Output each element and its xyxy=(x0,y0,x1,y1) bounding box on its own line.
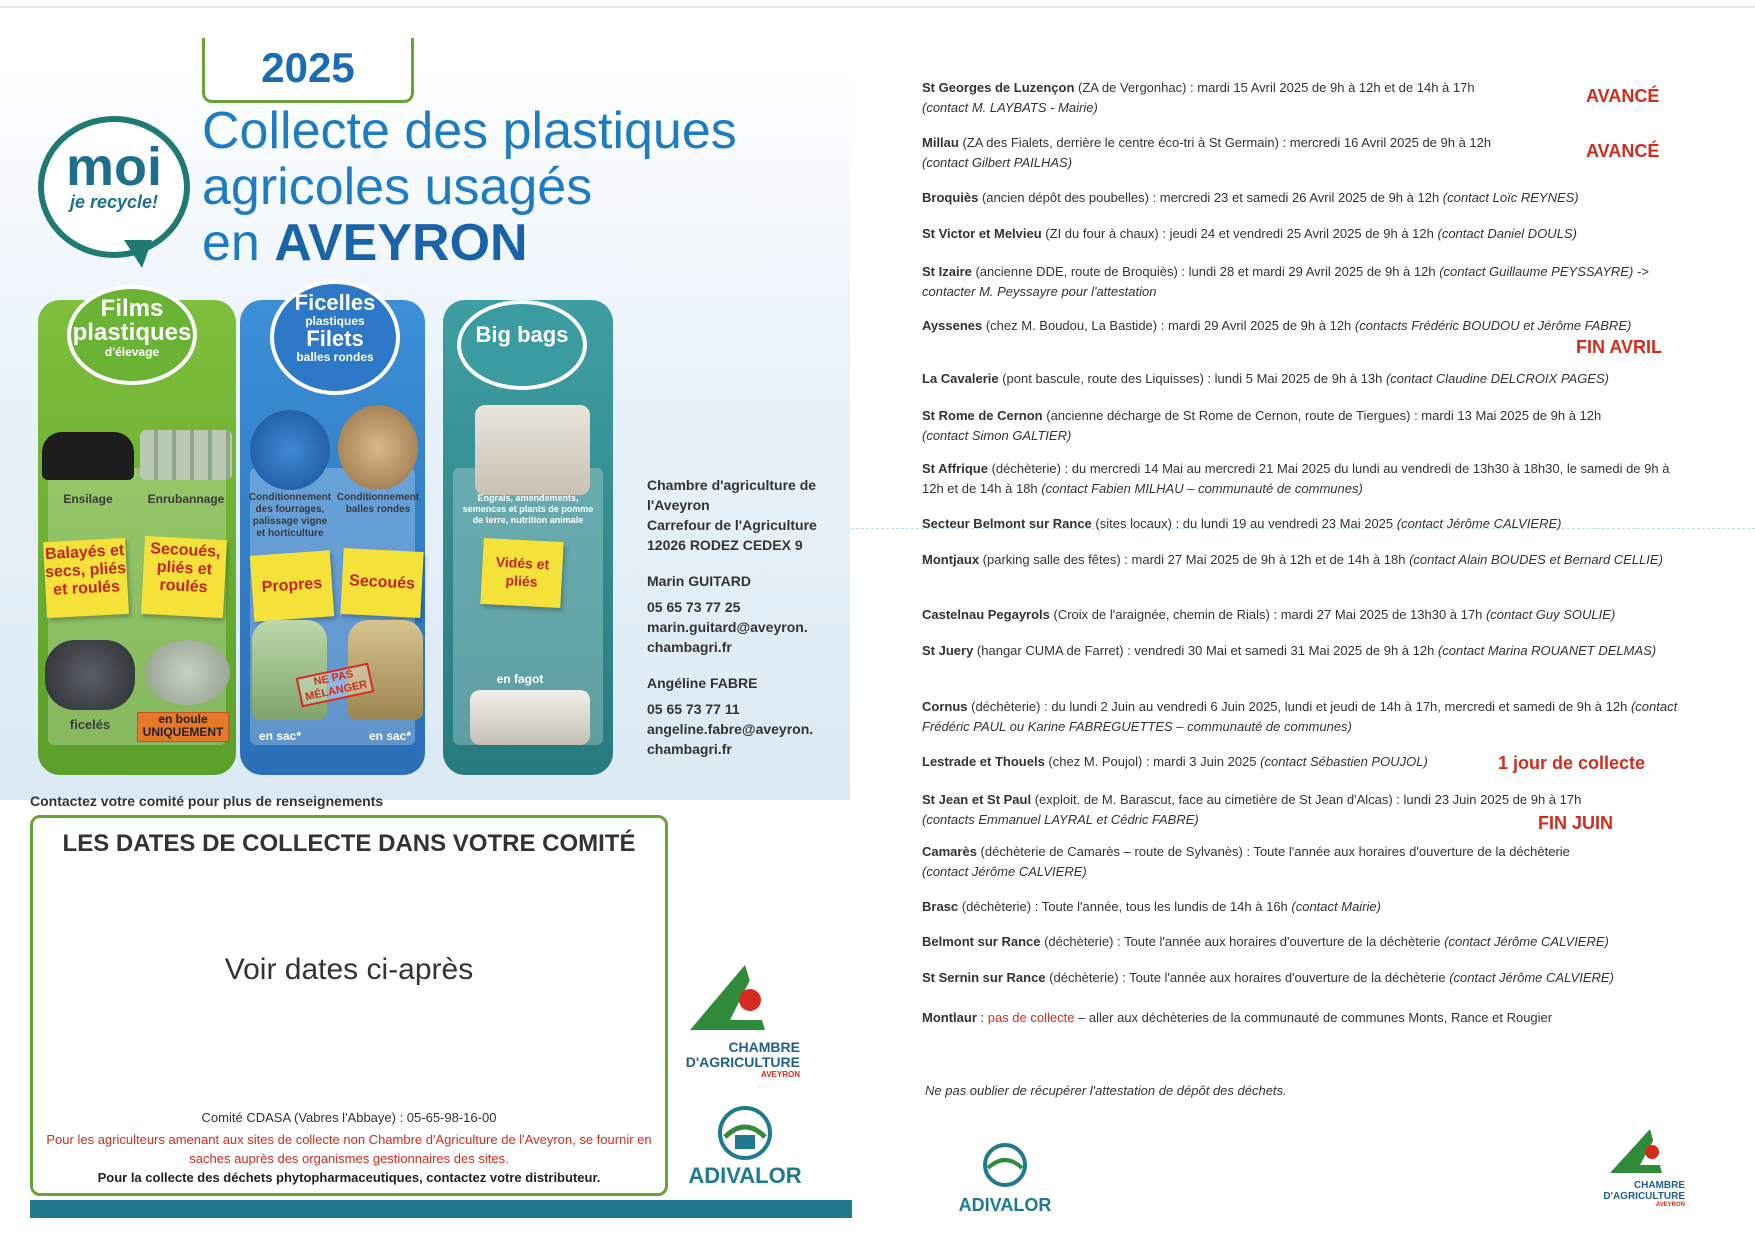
fourrages-photo xyxy=(250,410,330,490)
entry-location: Camarès xyxy=(922,844,977,859)
ficelles-line1: Ficelles xyxy=(294,290,376,315)
entry-contact: (contact Alain BOUDES et Bernard CELLIE) xyxy=(1409,552,1663,567)
contact-2-phone: 05 65 73 77 11 xyxy=(647,701,740,717)
je-recycle-text: je recycle! xyxy=(69,192,159,212)
bottom-bar xyxy=(30,1200,852,1218)
engrais-label: Engrais, amendements, semences et plants de pomme de terre, nutrition animale xyxy=(462,493,594,525)
adivalor-text: ADIVALOR xyxy=(688,1163,802,1188)
entry-contact: (contact Loïc REYNES) xyxy=(1442,190,1579,205)
title-line-1: Collecte des plastiques xyxy=(202,102,737,160)
entry-details: (sites locaux) : du lundi 19 au vendredi 23 Mai 2025 xyxy=(1091,516,1397,531)
entry-details: (pont bascule, route des Liquisses) : lundi 5 Mai 2025 de 9h à 13h xyxy=(998,371,1386,386)
en-sac-label-2: en sac* xyxy=(368,729,412,743)
entry-details: (déchèterie) : Toute l'année aux horaires d'ouverture de la déchèterie xyxy=(1040,934,1445,949)
contact-1-phone: 05 65 73 77 25 xyxy=(647,599,741,615)
entry-details: (parking salle des fêtes) : mardi 27 Mai 2025 de 9h à 12h et de 14h à 18h xyxy=(979,552,1410,567)
red-note: Pour les agriculteurs amenant aux sites de collecte non Chambre d'Agriculture de l'Aveyron, se fournir en saches auprès des organismes gestionnaires des sites. xyxy=(46,1132,652,1166)
entry-contact: (contacts Emmanuel LAYRAL et Cédric FABRE) xyxy=(922,812,1199,827)
entry-contact: (contact Marina ROUANET DELMAS) xyxy=(1437,643,1657,658)
entry-location: Cornus xyxy=(922,699,968,714)
films-bubble xyxy=(67,285,197,385)
entry-details: (ancienne DDE, route de Broquiès) : lundi 28 et mardi 29 Avril 2025 de 9h à 12h xyxy=(971,264,1440,279)
entry-montlaur xyxy=(922,1008,1692,1028)
right-chambre-icon xyxy=(1600,1125,1685,1175)
entry-details: (déchèterie) : Toute l'année, tous les lundis de 14h à 16h xyxy=(958,899,1292,914)
dates-title: LES DATES DE COLLECTE DANS VOTRE COMITÉ xyxy=(62,830,636,857)
entry-contact: (contact Jérôme CALVIERE) xyxy=(1396,516,1562,531)
entry-contact: (contact M. LAYBATS - Mairie) xyxy=(922,100,1098,115)
collection-entry xyxy=(922,550,1692,570)
entry-location: Lestrade et Thouels xyxy=(922,754,1045,769)
enrubannage-label: Enrubannage xyxy=(147,492,225,506)
entry-details: (ancien dépôt des poubelles) : mercredi 23 et samedi 26 Avril 2025 de 9h à 12h xyxy=(978,190,1443,205)
addr-line-2: 12026 RODEZ CEDEX 9 xyxy=(647,537,803,553)
entry-contact: (contact Gilbert PAILHAS) xyxy=(922,155,1073,170)
collection-entry xyxy=(922,188,1692,208)
entry-location: Castelnau Pegayrols xyxy=(922,607,1050,622)
entry-location: St Affrique xyxy=(922,461,988,476)
entry-location: St Sernin sur Rance xyxy=(922,970,1046,985)
moi-je-recycle-logo xyxy=(38,116,190,258)
entry-contact: (contact Jérôme CALVIERE) xyxy=(922,864,1087,879)
balles-photo xyxy=(338,405,418,490)
title-line-2: agricoles usagés xyxy=(202,158,593,216)
contact-2-mail-2[interactable]: chambagri.fr xyxy=(647,741,732,757)
comite-phone: Comité CDASA (Vabres l'Abbaye) : 05-65-98-16-00 xyxy=(201,1110,497,1125)
cond-fourrages-label: Conditionnement des fourrages, palissage vigne et horticulture xyxy=(248,492,332,539)
entry-location: Montjaux xyxy=(922,552,980,567)
collection-entry xyxy=(922,605,1692,625)
entry-location: Secteur Belmont sur Rance xyxy=(922,516,1092,531)
entry-details: (ZI du four à chaux) : jeudi 24 et vendredi 25 Avril 2025 de 9h à 12h xyxy=(1041,226,1438,241)
montlaur-text: – aller aux déchèteries de la communauté de communes Monts, Rance et Rougier xyxy=(1074,1010,1553,1025)
contact-block xyxy=(647,475,827,759)
bigbags-bubble xyxy=(457,300,587,390)
adivalor-logo xyxy=(665,1105,825,1195)
dates-box xyxy=(30,815,668,1196)
montlaur-sep: : xyxy=(976,1010,988,1025)
ne-pas-melanger-stamp: NE PAS MÉLANGER xyxy=(296,663,375,708)
right-adivalor-text: ADIVALOR xyxy=(958,1195,1052,1215)
chambre-l3: AVEYRON xyxy=(761,1070,800,1079)
flag-fin-avril: FIN AVRIL xyxy=(1576,337,1662,357)
entry-contact: (contact Daniel DOULS) xyxy=(1437,226,1577,241)
collection-entry xyxy=(922,78,1692,118)
entry-details: (ZA des Fialets, derrière le centre éco-tri à St Germain) : mercredi 16 Avril 2025 de 9h à 12h xyxy=(958,135,1492,150)
collection-entry xyxy=(922,316,1692,336)
contact-2-name: Angéline FABRE xyxy=(647,675,758,691)
collection-entry xyxy=(922,932,1692,952)
entry-details: (déchèterie de Camarès – route de Sylvanès) : Toute l'année aux horaires d'ouverture de la déchèterie xyxy=(976,844,1570,859)
left-page xyxy=(0,0,860,1241)
entry-details: (déchèterie) : Toute l'année aux horaires d'ouverture de la déchèterie xyxy=(1045,970,1450,985)
attestation-note: Ne pas oublier de récupérer l'attestation de dépôt des déchets. xyxy=(925,1083,1287,1098)
fagot-photo xyxy=(470,690,590,745)
en-boule-line2: UNIQUEMENT xyxy=(142,725,224,739)
bigbags-photo xyxy=(475,405,590,495)
entry-location: La Cavalerie xyxy=(922,371,999,386)
ficelles-sub1: plastiques xyxy=(305,314,365,328)
montlaur-red: pas de collecte xyxy=(987,1010,1075,1025)
entry-location: St Victor et Melvieu xyxy=(922,226,1042,241)
moi-text: moi xyxy=(65,137,162,197)
title-line-3 xyxy=(202,215,822,271)
ficeles-photo xyxy=(45,640,135,710)
contact-1-name: Marin GUITARD xyxy=(647,573,751,589)
entry-contact: (contact Guy SOULIE) xyxy=(1485,607,1616,622)
right-chambre-l2: D'AGRICULTURE xyxy=(1603,1191,1685,1202)
ficeles-label: ficelés xyxy=(69,717,111,732)
entry-contact: (contact Jérôme CALVIERE) xyxy=(1449,970,1614,985)
collection-entry xyxy=(922,459,1692,499)
postit-vides: Vidés et pliés xyxy=(480,538,563,608)
en-sac-label-1: en sac* xyxy=(258,729,302,743)
collection-entry xyxy=(922,842,1692,882)
films-line1: Films xyxy=(100,295,164,322)
postit-balayes: Balayés et secs, pliés et roulés xyxy=(43,538,129,618)
ficelles-sub2: balles rondes xyxy=(296,350,374,364)
voir-dates: Voir dates ci-après xyxy=(224,953,474,986)
chambre-l2: D'AGRICULTURE xyxy=(685,1054,800,1070)
entry-contact: (contact Claudine DELCROIX PAGES) xyxy=(1385,371,1609,386)
collection-entry xyxy=(922,406,1692,446)
en-boule-tag xyxy=(137,712,229,742)
addr-line-1: Carrefour de l'Agriculture xyxy=(647,517,817,533)
entry-contact: (contact Fabien MILHAU – communauté de communes) xyxy=(1041,481,1363,496)
entry-contact: (contact Jérôme CALVIERE) xyxy=(1444,934,1609,949)
entry-location: Millau xyxy=(922,135,959,150)
enrubannage-photo xyxy=(140,430,232,480)
entry-details: (ancienne décharge de St Rome de Cernon, route de Tiergues) : mardi 13 Mai 2025 de 9h à 12h xyxy=(1042,408,1602,423)
entry-location: St Georges de Luzençon xyxy=(922,80,1075,95)
montlaur-name: Montlaur xyxy=(922,1010,977,1025)
right-chambre-l1: CHAMBRE xyxy=(1633,1180,1685,1191)
chambre-l1: CHAMBRE xyxy=(728,1039,800,1055)
flag-un-jour: 1 jour de collecte xyxy=(1498,753,1646,773)
entry-contact: (contacts Frédéric BOUDOU et Jérôme FABRE) xyxy=(1354,318,1632,333)
en-boule-line1: en boule xyxy=(158,712,208,726)
entry-details: (Croix de l'araignée, chemin de Rials) : mardi 27 Mai 2025 de 13h30 à 17h xyxy=(1049,607,1486,622)
flag-fin-juin: FIN JUIN xyxy=(1538,813,1614,833)
cond-balles-label: Conditionnement balles rondes xyxy=(336,492,420,515)
flag-avance-1: AVANCÉ xyxy=(1586,86,1660,106)
entry-details: (exploit. de M. Barascut, face au cimetière de St Jean d'Alcas) : lundi 23 Juin 2025 de 9h à 17h xyxy=(1031,792,1582,807)
title-line-3-prefix: en xyxy=(202,214,275,272)
entry-location: Belmont sur Rance xyxy=(922,934,1041,949)
collection-entry xyxy=(922,641,1692,661)
bigbags-title: Big bags xyxy=(475,322,569,347)
postit-propres: Propres xyxy=(250,550,334,621)
entry-location: Broquiès xyxy=(922,190,979,205)
entry-details: (hangar CUMA de Farret) : vendredi 30 Mai et samedi 31 Mai 2025 de 9h à 12h xyxy=(973,643,1438,658)
entry-details: (ZA de Vergonhac) : mardi 15 Avril 2025 de 9h à 12h et de 14h à 17h xyxy=(1074,80,1475,95)
right-adivalor-icon xyxy=(940,1140,1070,1190)
entry-location: Ayssenes xyxy=(922,318,983,333)
collection-entry xyxy=(922,262,1692,302)
contact-2-mail-1[interactable]: angeline.fabre@aveyron. xyxy=(647,721,814,737)
right-page xyxy=(880,0,1755,1241)
page-title xyxy=(202,103,822,271)
chambre-logo xyxy=(670,960,800,1080)
collection-entry xyxy=(922,369,1692,389)
postit-secoues-1: Secoués, pliés et roulés xyxy=(141,536,227,618)
title-aveyron: AVEYRON xyxy=(274,214,528,272)
collection-entry xyxy=(922,133,1692,173)
adivalor-logo-icon xyxy=(665,1105,825,1163)
collection-entry xyxy=(922,968,1692,988)
right-chambre-l3: AVEYRON xyxy=(1655,1202,1685,1208)
collection-entry xyxy=(922,697,1692,737)
entry-contact: (contact Sébastien POUJOL) xyxy=(1260,754,1428,769)
collection-entry xyxy=(922,897,1692,917)
entry-details: (chez M. Poujol) : mardi 3 Juin 2025 xyxy=(1044,754,1261,769)
phyto-note: Pour la collecte des déchets phytopharmaceutiques, contactez votre distributeur. xyxy=(97,1170,601,1185)
sac-photo-1 xyxy=(252,620,327,720)
ensilage-photo xyxy=(42,432,134,480)
org-line-1: Chambre d'agriculture de xyxy=(647,477,817,493)
boule-photo xyxy=(145,640,230,705)
contact-1-mail-2[interactable]: chambagri.fr xyxy=(647,639,732,655)
collection-entry xyxy=(922,514,1692,534)
entry-details: (chez M. Boudou, La Bastide) : mardi 29 Avril 2025 de 9h à 12h xyxy=(982,318,1355,333)
films-line2: plastiques xyxy=(72,319,192,346)
ensilage-label: Ensilage xyxy=(63,492,113,506)
org-line-2: l'Aveyron xyxy=(647,497,710,513)
entry-contact: (contact Mairie) xyxy=(1291,899,1381,914)
contact-1-mail-1[interactable]: marin.guitard@aveyron. xyxy=(647,619,808,635)
films-sub: d'élevage xyxy=(104,345,160,359)
en-fagot-label: en fagot xyxy=(496,672,544,686)
entry-contact: (contact Guillaume PEYSSAYRE) -> contacter M. Peyssayre pour l'attestation xyxy=(922,264,1649,299)
entry-details: (déchèterie) : du lundi 2 Juin au vendredi 6 Juin 2025, lundi et jeudi de 14h à 17h, mercredi et samedi de 9h à 12h xyxy=(967,699,1631,714)
postit-secoues-2: Secoués xyxy=(340,548,423,618)
speech-tail xyxy=(124,240,152,268)
entry-location: St Jean et St Paul xyxy=(922,792,1032,807)
collection-entry xyxy=(922,224,1692,244)
chambre-logo-icon xyxy=(670,960,800,1035)
flag-avance-2: AVANCÉ xyxy=(1586,141,1660,161)
entry-details: (déchèterie) : du mercredi 14 Mai au mercredi 21 Mai 2025 du lundi au vendredi de 13h30 à 18h30, le samedi de 9h à 12h et de 14h à 18h xyxy=(922,461,1670,496)
entry-contact: (contact Simon GALTIER) xyxy=(922,428,1072,443)
year: 2025 xyxy=(261,44,355,91)
entry-contact: (contact Frédéric PAUL ou Karine FABREGUETTES – communauté de communes) xyxy=(922,699,1678,734)
contactez-text: Contactez votre comité pour plus de renseignements xyxy=(30,793,384,809)
entry-location: St Izaire xyxy=(922,264,972,279)
entry-location: St Rome de Cernon xyxy=(922,408,1043,423)
right-chambre-logo xyxy=(1600,1125,1685,1215)
entry-location: Brasc xyxy=(922,899,959,914)
ficelles-line2: Filets xyxy=(306,326,364,351)
entry-location: St Juery xyxy=(922,643,974,658)
year-box xyxy=(202,38,414,103)
right-adivalor-logo xyxy=(940,1140,1070,1220)
ficelles-bubble xyxy=(270,280,400,395)
